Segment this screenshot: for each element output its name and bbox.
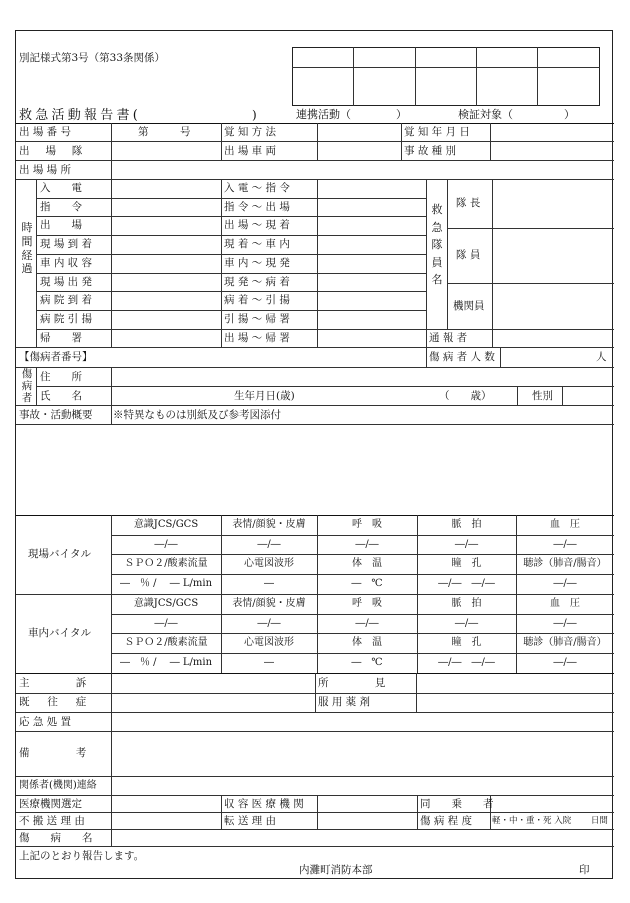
time-event-label: 現 場 出 発 — [40, 275, 93, 288]
taicho-label: 隊 長 — [456, 197, 481, 209]
kakuchi-date-label: 覚 知 年 月 日 — [404, 126, 470, 138]
vital-cell: ―/― — [257, 617, 281, 629]
vital-cell: ― — [264, 657, 274, 669]
vital-cell: ―/― — [553, 617, 577, 629]
report-statement: 上記のとおり報告します。 — [19, 850, 145, 862]
renkei-close: ） — [396, 108, 407, 121]
vital-cell: 表情/顔貌・皮膚 — [232, 519, 306, 530]
vital-cell: ―/― — [154, 617, 178, 629]
tsuhosha-label: 通 報 者 — [429, 332, 468, 344]
shutsudo-bango-label: 出 場 番 号 — [19, 126, 72, 138]
time-interval-label: 車 内 ～ 現 発 — [224, 256, 290, 269]
vital-cell: ＳＰＯ２/酸素流量 — [124, 637, 208, 649]
vital-cell: ―/― ―/― — [438, 657, 495, 669]
time-keika-label: 時間経過 — [21, 221, 33, 276]
summary-note: ※特異なものは別紙及び参考図添付 — [113, 409, 281, 421]
patient-count-label: 傷 病 者 人 数 — [429, 351, 495, 363]
vital-cell: 意識JCS/GCS — [133, 598, 199, 609]
kensho-close: ） — [564, 108, 575, 121]
time-interval-label: 現 発 ～ 病 着 — [224, 275, 290, 288]
vital-cell: ―/― — [355, 617, 379, 629]
vital-cell: 血 圧 — [550, 598, 580, 609]
fukuyo-label: 服 用 薬 剤 — [318, 696, 371, 708]
kiosho-label: 既 往 症 — [19, 696, 90, 708]
vital-cell: ― ℃ — [351, 578, 383, 590]
vital-cell: 聴診（肺音/腸音） — [523, 637, 607, 649]
vital-cell: ―/― — [553, 538, 577, 550]
vital-cell: 心電図波形 — [244, 637, 294, 649]
patient-name-label: 氏 名 — [40, 390, 82, 402]
time-interval-label: 入 電 ～ 指 令 — [224, 182, 290, 194]
crew-label: 救急隊員名 — [431, 203, 443, 287]
vital-cell: 体 温 — [352, 558, 382, 570]
vital-cell: 脈 拍 — [451, 598, 482, 609]
vital-cell: ＳＰＯ２/酸素流量 — [124, 558, 208, 570]
shoken-label: 所 見 — [318, 677, 389, 689]
vital-cell: 呼 吸 — [352, 598, 382, 609]
patient-count-unit: 人 — [596, 351, 607, 363]
time-event-label: 入 電 — [40, 182, 82, 194]
shuyo-label: 収 容 医 療 機 関 — [224, 798, 304, 810]
time-event-label: 現 場 到 着 — [40, 238, 93, 251]
vital-cell: ―/― — [454, 617, 479, 629]
vital-cell: ― ％ / ― L/min — [119, 657, 213, 669]
report-title-close: ) — [252, 108, 257, 122]
fuhanso-label: 不 搬 送 理 由 — [19, 815, 85, 827]
vital-cell: 瞳 孔 — [451, 558, 482, 570]
vital-cell: ―/― ―/― — [438, 578, 495, 590]
vital-cell: ― ℃ — [351, 657, 383, 669]
patient-number-label: 【傷病者番号】 — [19, 351, 93, 363]
jiko-shubetsu-label: 事 故 種 別 — [404, 145, 457, 157]
time-interval-label: 指 令 ～ 出 場 — [224, 200, 290, 213]
vital-cell: 血 圧 — [550, 519, 580, 530]
shutsudo-go: 第 号 — [138, 126, 191, 138]
vital-cell: 表情/顔貌・皮膚 — [232, 598, 306, 609]
time-interval-label: 出 場 ～ 現 着 — [224, 219, 290, 232]
patient-sex-label: 性別 — [532, 390, 553, 402]
time-interval-label: 病 着 ～ 引 揚 — [224, 294, 290, 307]
patient-age: （ 歳） — [439, 390, 492, 402]
patient-side-label: 傷病者 — [21, 368, 33, 405]
vital-cell: ―/― — [355, 538, 379, 550]
vital-cell: ―/― — [257, 538, 281, 550]
vital-cell: 心電図波形 — [244, 558, 294, 570]
vital-cell: 聴診（肺音/腸音） — [523, 558, 607, 570]
vital-cell: ―/― — [454, 538, 479, 550]
vital-cell: 意識JCS/GCS — [133, 519, 199, 530]
tenso-label: 転 送 理 由 — [224, 815, 277, 827]
vital-cell: ―/― — [553, 657, 577, 669]
report-title: 救急活動報告書( — [19, 108, 142, 123]
vital-cell: 呼 吸 — [352, 519, 382, 530]
kensho-label: 検証対象（ — [458, 108, 513, 121]
shutsudo-sharyo-label: 出 場 車 両 — [224, 145, 277, 157]
biko-label: 備 考 — [19, 747, 90, 759]
vital-cell: 脈 拍 — [451, 519, 482, 530]
dojo-label: 同 乗 者 — [420, 798, 494, 810]
vital-cell: ―/― — [154, 538, 178, 550]
shobyomei-label: 傷 病 名 — [19, 832, 93, 844]
approval-stamp-box — [292, 47, 600, 106]
vital-block-label: 車内バイタル — [28, 627, 91, 639]
teido-options: 軽・中・重・死 入院 日間 — [492, 816, 608, 826]
time-event-label: 指 令 — [40, 200, 82, 213]
time-event-label: 車 内 収 容 — [40, 256, 93, 269]
patient-dob-label: 生年月日(歳) — [234, 390, 295, 402]
shutsudo-tai-label: 出 場 隊 — [19, 145, 89, 157]
time-event-label: 帰 署 — [40, 331, 82, 344]
renkei-label: 連携活動（ — [296, 108, 351, 121]
time-event-label: 病 院 引 揚 — [40, 312, 93, 325]
teido-label: 傷 病 程 度 — [420, 815, 473, 827]
vital-block-label: 現場バイタル — [28, 548, 91, 560]
patient-address-label: 住 所 — [40, 371, 82, 383]
time-interval-label: 出 場 ～ 帰 署 — [224, 331, 290, 344]
kankeisha-label: 関係者(機関)連絡 — [19, 780, 97, 791]
vital-cell: ― ％ / ― L/min — [119, 578, 213, 590]
form-number: 別記様式第3号（第33条関係） — [19, 52, 166, 64]
vital-cell: 瞳 孔 — [451, 637, 482, 649]
shuso-label: 主 訴 — [19, 677, 90, 689]
okyu-label: 応 急 処 置 — [19, 716, 72, 728]
kakuchi-hoho-label: 覚 知 方 法 — [224, 126, 277, 138]
time-event-label: 病 院 到 着 — [40, 294, 93, 307]
time-interval-label: 現 着 ～ 車 内 — [224, 238, 290, 251]
department-name: 内灘町消防本部 — [299, 864, 373, 876]
kikanin-label: 機関員 — [453, 300, 485, 312]
time-event-label: 出 場 — [40, 219, 82, 232]
shutsudo-basho-label: 出 場 場 所 — [19, 164, 72, 176]
report-form — [15, 30, 613, 879]
vital-cell: ―/― — [553, 578, 577, 590]
vital-cell: 体 温 — [352, 637, 382, 649]
taiin-label: 隊 員 — [456, 249, 481, 261]
time-interval-label: 引 揚 ～ 帰 署 — [224, 312, 290, 325]
vital-cell: ― — [264, 578, 274, 590]
seal-mark: 印 — [579, 864, 590, 876]
summary-label: 事故・活動概要 — [19, 409, 93, 421]
iryo-sentei-label: 医療機関選定 — [19, 798, 82, 810]
